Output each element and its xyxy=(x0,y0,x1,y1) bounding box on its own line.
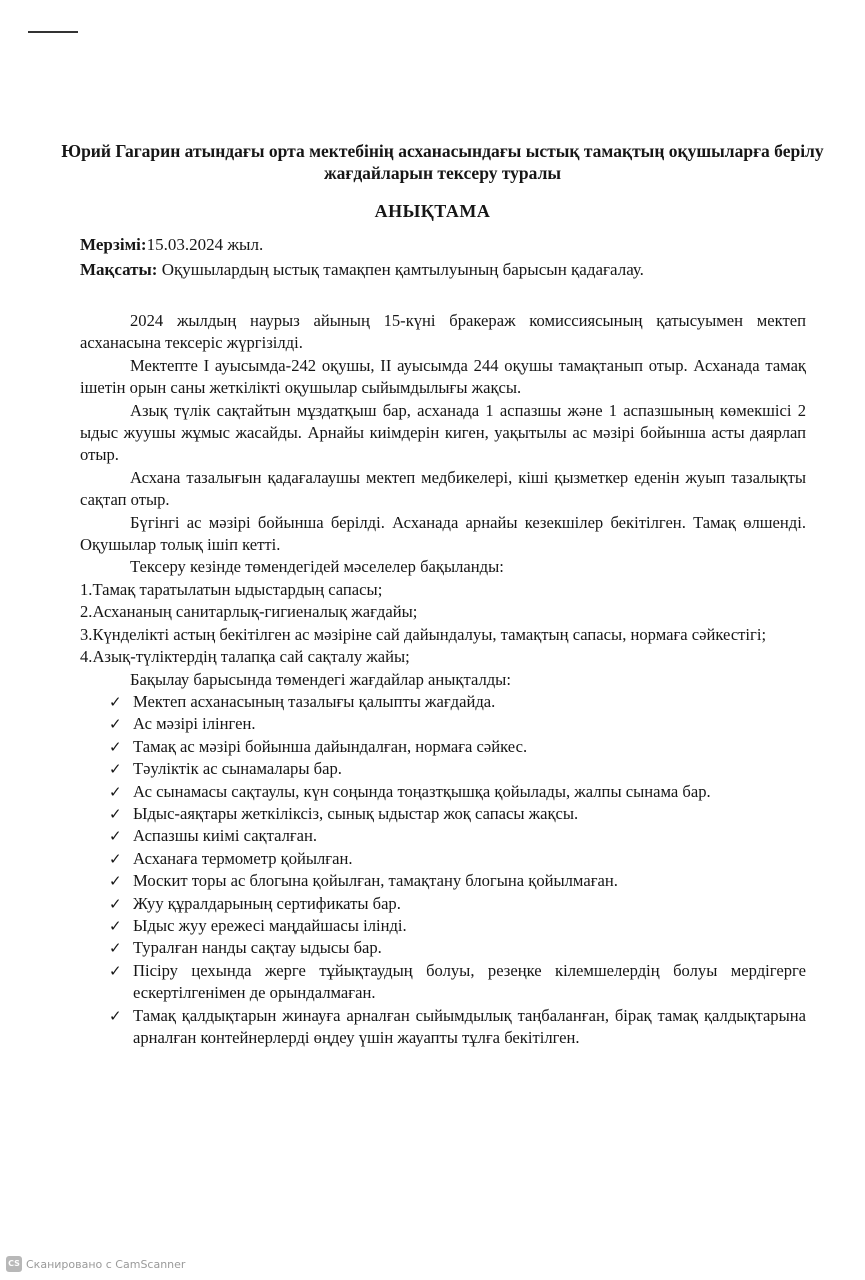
checkmark-icon: ✓ xyxy=(109,849,122,868)
paragraph: Бүгінгі ас мәзірі бойынша берілді. Асханада арнайы кезекшілер бекітілген. Тамақ өлшенді. Оқушылар толық ішіп кетті. xyxy=(80,512,806,555)
finding-item xyxy=(80,781,806,803)
date-value: 15.03.2024 жыл. xyxy=(146,235,264,254)
document-title: Юрий Гагарин атындағы орта мектебінің асханасындағы ыстық тамақтың оқушыларға берілу жағдайларын тексеру туралы xyxy=(61,141,824,183)
numbered-item: 2.Асхананың санитарлық-гигиеналық жағдайы; xyxy=(80,602,418,622)
finding-item xyxy=(80,736,806,758)
finding-item xyxy=(80,713,806,735)
paragraph: 2024 жылдың наурыз айының 15-күні бракераж комиссиясының қатысуымен мектеп асханасына тексеріс жүргізілді. xyxy=(80,311,806,353)
finding-item xyxy=(80,893,806,915)
findings-list xyxy=(80,691,806,1050)
checkmark-icon: ✓ xyxy=(109,804,122,823)
checkmark-icon: ✓ xyxy=(109,737,122,756)
checkmark-icon: ✓ xyxy=(109,894,122,913)
numbered-item: 3.Күнделікті астың бекітілген ас мәзіріне сай дайындалуы, тамақтың сапасы, нормаға сәйкестігі; xyxy=(80,624,767,644)
finding-text: Ыдыс-аяқтары жеткіліксіз, сынық ыдыстар жоқ сапасы жақсы. xyxy=(133,803,579,823)
finding-text: Мектеп асханасының тазалығы қалыпты жағдайда. xyxy=(133,691,496,711)
finding-text: Пісіру цехында жерге тұйықтаудың болуы, резеңке кілемшелердің болуы мердігерге ескертілгенімен де орындалмаған. xyxy=(133,960,806,1003)
camscanner-logo-icon: CS xyxy=(6,1256,22,1272)
finding-text: Тамақ қалдықтарын жинауға арналған сыйымдылық таңбаланған, бірақ тамақ қалдықтарына арналған контейнерлерді өңдеу үшін жауапты тұлға бекітілген. xyxy=(133,1005,806,1047)
scanner-text: Сканировано с CamScanner xyxy=(26,1257,186,1271)
checkmark-icon: ✓ xyxy=(109,827,122,846)
date-line xyxy=(80,234,263,256)
paragraph: Тексеру кезінде төмендегідей мәселелер бақыланды: xyxy=(130,557,504,577)
numbered-item: 1.Тамақ таратылатын ыдыстардың сапасы; xyxy=(80,579,383,599)
finding-item xyxy=(80,758,806,780)
document-heading: АНЫҚТАМА xyxy=(374,201,491,221)
checkmark-icon: ✓ xyxy=(109,872,122,891)
finding-text: Москит торы ас блогына қойылған, тамақтану блогына қойылмаған. xyxy=(133,871,618,891)
checkmark-icon: ✓ xyxy=(109,916,122,935)
paragraph: Азық түлік сақтайтын мұздатқыш бар, асханада 1 аспазшы және 1 аспазшының көмекшісі 2 ыдыс жуушы жұмыс жасайды. Арнайы киімдерін киген, уақытылы ас мәзірі бойынша асты даярлап отыр. xyxy=(80,400,806,465)
finding-text: Жуу құралдарының сертификаты бар. xyxy=(133,893,401,913)
finding-item xyxy=(80,803,806,825)
finding-text: Тамақ ас мәзірі бойынша дайындалған, нормаға сәйкес. xyxy=(133,736,528,756)
checkmark-icon: ✓ xyxy=(109,692,122,711)
finding-text: Ыдыс жуу ережесі маңдайшасы ілінді. xyxy=(133,915,407,935)
corner-mark xyxy=(28,31,78,33)
purpose-line xyxy=(80,259,644,281)
finding-text: Тәуліктік ас сынамалары бар. xyxy=(133,759,342,779)
finding-item xyxy=(80,825,806,847)
checkmark-icon: ✓ xyxy=(109,760,122,779)
paragraph: Мектепте І ауысымда-242 оқушы, ІІ ауысымда 244 оқушы тамақтанып отыр. Асханада тамақ ішетін орын саны жеткілікті оқушылар сыйымдылығы жақсы. xyxy=(80,355,806,398)
finding-item xyxy=(80,960,806,1005)
finding-item xyxy=(80,915,806,937)
findings-intro: Бақылау барысында төмендегі жағдайлар анықталды: xyxy=(130,669,511,689)
finding-item xyxy=(80,937,806,959)
finding-item xyxy=(80,870,806,892)
scanner-watermark xyxy=(6,1256,185,1272)
paragraph: Асхана тазалығын қадағалаушы мектеп медбикелері, кіші қызметкер еденін жуып тазалықты сақтап отыр. xyxy=(80,467,806,510)
checkmark-icon: ✓ xyxy=(109,961,122,980)
checkmark-icon: ✓ xyxy=(109,1006,122,1025)
checkmark-icon: ✓ xyxy=(109,715,122,734)
purpose-label: Мақсаты: xyxy=(80,260,158,279)
finding-text: Ас мәзірі ілінген. xyxy=(133,714,256,734)
finding-text: Аспазшы киімі сақталған. xyxy=(133,826,318,846)
finding-item xyxy=(80,691,806,713)
date-label: Мерзімі: xyxy=(80,235,147,254)
finding-item xyxy=(80,848,806,870)
checkmark-icon: ✓ xyxy=(109,782,122,801)
purpose-value: Оқушылардың ыстық тамақпен қамтылуының барысын қадағалау. xyxy=(161,260,644,279)
checkmark-icon: ✓ xyxy=(109,939,122,958)
finding-item xyxy=(80,1005,806,1050)
finding-text: Асханаға термометр қойылған. xyxy=(133,848,353,868)
numbered-item: 4.Азық-түліктердің талапқа сай сақталу жайы; xyxy=(80,647,410,667)
finding-text: Туралған нанды сақтау ыдысы бар. xyxy=(133,938,382,958)
finding-text: Ас сынамасы сақтаулы, күн соңында тоңазтқышқа қойылады, жалпы сынама бар. xyxy=(133,781,711,801)
document-body xyxy=(80,310,806,1049)
